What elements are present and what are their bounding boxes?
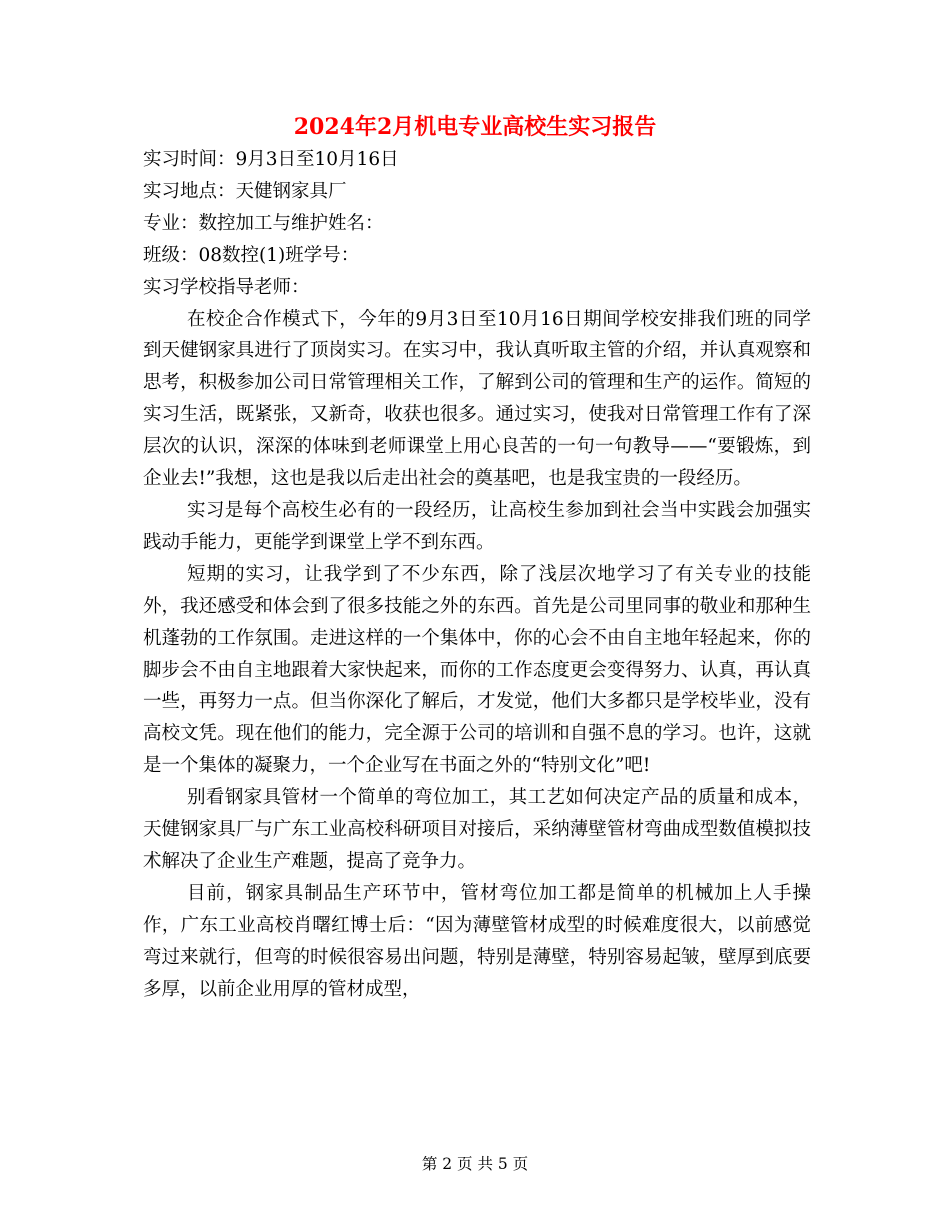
page-number-footer: 第 2 页 共 5 页 [421, 1155, 529, 1173]
meta-class-student-id: 班级：08数控(1)班学号： [143, 244, 360, 266]
body-paragraph: 在校企合作模式下，今年的9月3日至10月16日期间学校安排我们班的同学到天健钢家具进行了顶岗实习。在实习中，我认真听取主管的介绍，并认真观察和思考，积极参加公司日常管理相关工作，了解到公司的管理和生产的运作。简短的实习生活，既紧张，又新奇，收获也很多。通过实习，使我对日常管理工作有了深层次的认识，深深的体味到老师课堂上用心良苦的一句一句教导——“要锻炼，到企业去!”我想，这也是我以后走出社会的奠基吧，也是我宝贵的一段经历。 [143, 308, 811, 490]
document-body [143, 144, 811, 1005]
meta-major-name: 专业：数控加工与维护姓名： [143, 212, 384, 234]
body-paragraph: 实习是每个高校生必有的一段经历，让高校生参加到社会当中实践会加强实践动手能力，更能学到课堂上学不到东西。 [143, 499, 811, 553]
meta-instructor: 实习学校指导老师： [143, 276, 310, 298]
meta-internship-location: 实习地点：天健钢家具厂 [143, 180, 347, 202]
body-paragraph: 短期的实习，让我学到了不少东西，除了浅层次地学习了有关专业的技能外，我还感受和体会到了很多技能之外的东西。首先是公司里同事的敬业和那种生机蓬勃的工作氛围。走进这样的一个集体中，你的心会不由自主地年轻起来，你的脚步会不由自主地跟着大家快起来，而你的工作态度更会变得努力、认真，再认真一些，再努力一点。但当你深化了解后，才发觉，他们大多都只是学校毕业，没有高校文凭。现在他们的能力，完全源于公司的培训和自强不息的学习。也许，这就是一个集体的凝聚力，一个企业写在书面之外的“特别文化”吧! [143, 563, 811, 777]
meta-internship-time: 实习时间：9月3日至10月16日 [143, 149, 399, 170]
body-paragraph: 目前，钢家具制品生产环节中，管材弯位加工都是简单的机械加上人手操作，广东工业高校肖曙红博士后：“因为薄壁管材成型的时候难度很大，以前感觉弯过来就行，但弯的时候很容易出问题，特别是薄壁，特别容易起皱，壁厚到底要多厚，以前企业用厚的管材成型， [143, 882, 811, 1000]
document-title: 2024年2月机电专业高校生实习报告 [293, 114, 657, 140]
body-paragraph: 别看钢家具管材一个简单的弯位加工，其工艺如何决定产品的质量和成本，天健钢家具厂与广东工业高校科研项目对接后，采纳薄壁管材弯曲成型数值模拟技术解决了企业生产难题，提高了竞争力。 [143, 787, 811, 872]
